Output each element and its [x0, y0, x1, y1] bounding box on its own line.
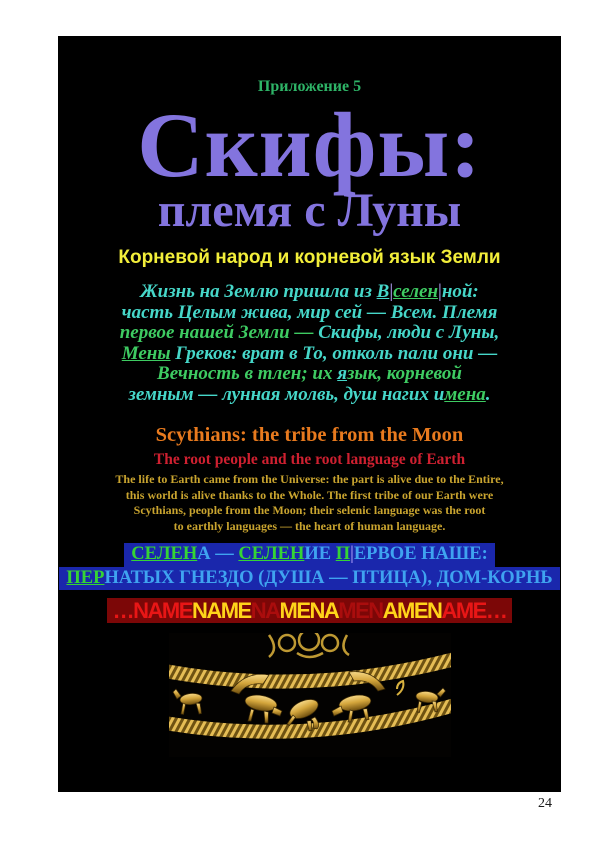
subheading-en: The root people and the root language of Earth — [153, 451, 466, 468]
name-band — [107, 598, 513, 623]
main-subtitle: племя с Луны — [157, 184, 462, 237]
text-segment: NA — [250, 598, 280, 623]
verse-line — [58, 364, 561, 385]
verse-line — [58, 282, 561, 303]
text-segment: земным — лунная молвь, душ нагих и — [128, 383, 445, 405]
text-segment: зык, корневой — [347, 363, 462, 384]
text-segment: NAME — [191, 598, 251, 623]
tagline-ru: Корневой народ и корневой язык Земли — [118, 247, 501, 268]
text-segment: Мены — [121, 342, 171, 364]
text-segment: СЕЛЕН — [131, 544, 198, 564]
text-segment: MENA — [279, 598, 339, 623]
verse-ru — [58, 282, 561, 405]
text-segment: ПЕР — [66, 567, 105, 588]
verse-line — [58, 344, 561, 365]
main-title: Скифы: — [137, 94, 482, 196]
text-segment: селен — [393, 281, 438, 302]
paragraph-en-line: to earthly languages — the heart of human language. — [173, 518, 446, 533]
selena-line-2 — [59, 567, 559, 591]
paragraph-en-line: The life to Earth came from the Universe: the part is alive due to the Entire, — [115, 472, 504, 486]
annex-label: Приложение 5 — [257, 78, 362, 95]
paragraph-en — [58, 472, 561, 534]
selena-row — [58, 543, 561, 567]
text-segment: А — — [197, 544, 239, 564]
selena-banner — [58, 543, 561, 590]
text-segment: Вечность в тлен; их — [157, 363, 338, 384]
verse-line — [58, 303, 561, 324]
text-segment: СЕЛЕН — [238, 544, 305, 564]
text-segment: П — [335, 544, 351, 564]
text-segment: мена — [444, 383, 486, 405]
text-segment: В — [376, 281, 390, 302]
verse-line — [58, 323, 561, 344]
paragraph-en-line: Scythians, people from the Moon; their selenic language was the root — [133, 503, 486, 517]
text-segment: часть Целым жива, мир сей — Всем. Племя — [121, 301, 498, 323]
scythian-gold-pectoral-image — [169, 633, 451, 757]
artifact-background — [169, 633, 451, 757]
text-segment: | — [389, 281, 394, 302]
text-segment: первое нашей Земли — — [119, 322, 319, 343]
heading-en: Scythians: the tribe from the Moon — [155, 424, 464, 446]
poster-panel — [58, 36, 561, 792]
text-segment: | — [438, 281, 442, 302]
text-segment: AMEN — [382, 598, 442, 623]
selena-row — [58, 567, 561, 591]
text-segment: НАТЫХ ГНЕЗДО (ДУША — ПТИЦА), ДОМ-КОРНЬ — [104, 567, 553, 588]
text-segment: MEN — [338, 598, 383, 623]
scythian-gold-pectoral-illustration — [169, 633, 451, 757]
text-segment: AME… — [441, 598, 507, 623]
selena-line-1 — [124, 543, 494, 567]
name-band-row — [58, 598, 561, 626]
text-segment: ЕРВОЕ НАШЕ: — [353, 544, 488, 564]
text-segment: Жизнь на Землю пришла из — [140, 281, 377, 302]
text-segment: | — [350, 544, 354, 564]
text-segment: …NAME — [112, 598, 192, 623]
page-number: 24 — [538, 796, 552, 811]
text-segment: Греков: врат в То, отколь пали они — — [170, 342, 498, 364]
text-segment: ИЕ — [304, 544, 336, 564]
text-segment: . — [485, 383, 491, 405]
paragraph-en-line: this world is alive thanks to the Whole. The first tribe of our Earth were — [125, 487, 494, 502]
text-segment: ной: — [441, 281, 479, 302]
verse-line — [58, 385, 561, 406]
text-segment: я — [337, 363, 348, 384]
text-segment: Скифы, люди с Луны, — [318, 322, 500, 343]
